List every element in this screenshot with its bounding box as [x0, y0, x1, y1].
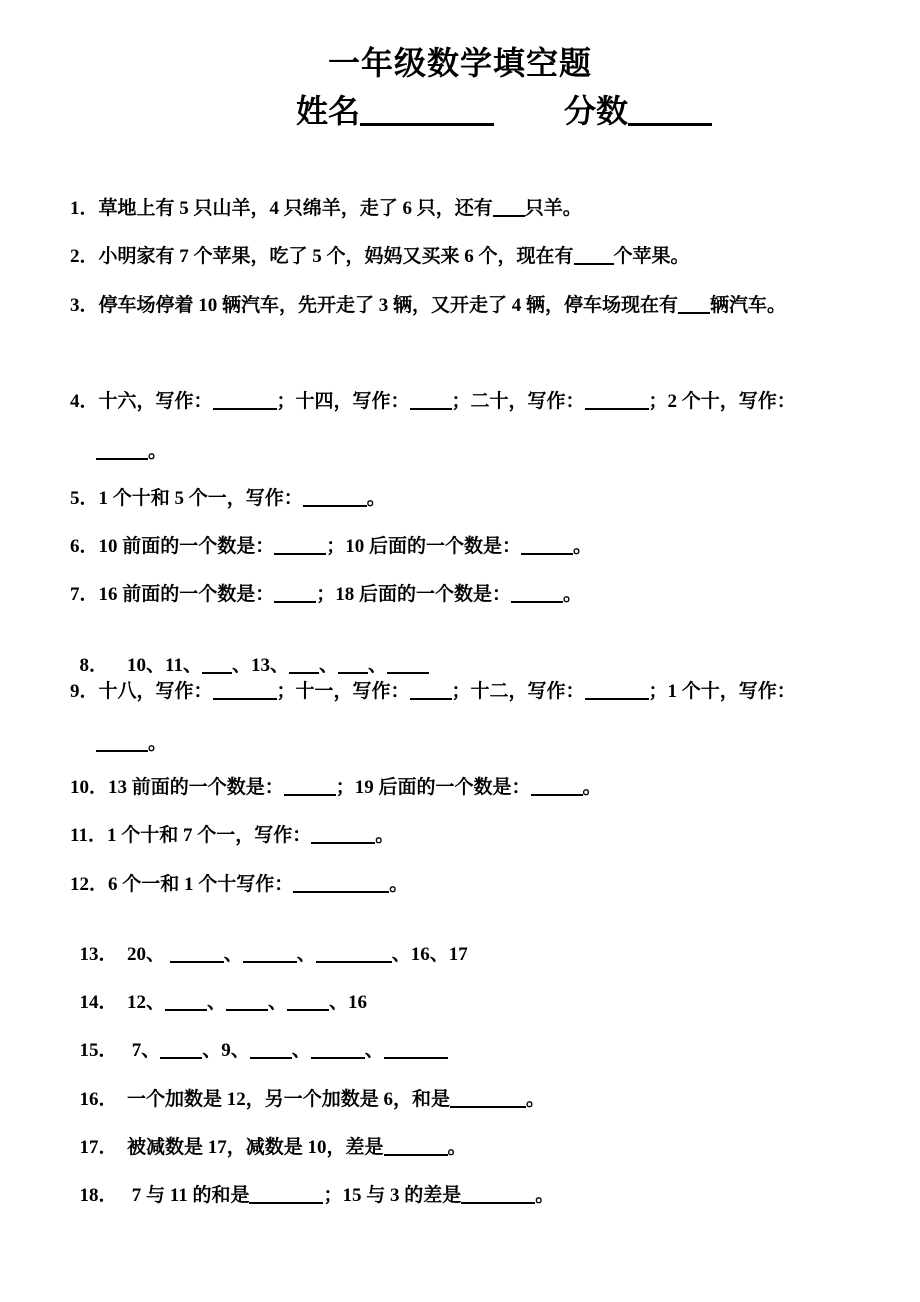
- answer-blank[interactable]: [461, 1184, 535, 1204]
- answer-blank[interactable]: [574, 245, 614, 265]
- answer-blank[interactable]: [96, 440, 148, 460]
- score-blank[interactable]: [628, 93, 712, 126]
- question-8: 8． 10、11、 、13、 、 、: [70, 628, 429, 677]
- answer-blank[interactable]: [303, 487, 367, 507]
- question-18: 18． 7 与 11 的和是 ；15 与 3 的差是 。: [79, 1185, 555, 1206]
- answer-blank[interactable]: [293, 873, 389, 893]
- answer-blank[interactable]: [311, 824, 375, 844]
- answer-blank[interactable]: [170, 943, 224, 963]
- answer-blank[interactable]: [289, 654, 319, 674]
- question-12: 12．6 个一和 1 个十写作： 。: [70, 874, 409, 895]
- question-17: 17． 被减数是 17，减数是 10，差是 。: [79, 1137, 467, 1158]
- question-13: 13． 20、 、 、 、16、17: [79, 944, 468, 965]
- question-4: 4．十六，写作： ；十四，写作： ；二十，写作： ；2 个十，写作：: [70, 391, 796, 412]
- question-10: 10．13 前面的一个数是： ；19 后面的一个数是： 。: [70, 777, 602, 798]
- question-2: 2．小明家有 7 个苹果，吃了 5 个，妈妈又买来 6 个，现在有 个苹果。: [70, 246, 690, 267]
- answer-blank[interactable]: [160, 1039, 202, 1059]
- name-blank[interactable]: [360, 93, 494, 126]
- answer-blank[interactable]: [678, 294, 710, 314]
- question-1: 1．草地上有 5 只山羊，4 只绵羊，走了 6 只，还有 只羊。: [70, 198, 582, 219]
- answer-blank[interactable]: [531, 776, 583, 796]
- answer-blank[interactable]: [311, 1039, 365, 1059]
- answer-blank[interactable]: [202, 654, 232, 674]
- score-label: 分数: [564, 93, 629, 129]
- answer-blank[interactable]: [287, 991, 329, 1011]
- answer-blank[interactable]: [450, 1088, 526, 1108]
- answer-blank[interactable]: [387, 654, 429, 674]
- answer-blank[interactable]: [226, 991, 268, 1011]
- question-11: 11．1 个十和 7 个一，写作： 。: [70, 825, 395, 846]
- name-label: 姓名: [296, 93, 361, 129]
- answer-blank[interactable]: [410, 390, 452, 410]
- question-16: 16． 一个加数是 12，另一个加数是 6，和是 。: [79, 1089, 546, 1110]
- answer-blank[interactable]: [213, 680, 277, 700]
- answer-blank[interactable]: [511, 583, 563, 603]
- answer-blank[interactable]: [384, 1039, 448, 1059]
- answer-blank[interactable]: [243, 943, 297, 963]
- question-5: 5．1 个十和 5 个一，写作： 。: [70, 488, 386, 509]
- question-9: 9．十八，写作： ；十一，写作： ；十二，写作： ；1 个十，写作：: [70, 681, 796, 702]
- answer-blank[interactable]: [338, 654, 368, 674]
- answer-blank[interactable]: [274, 583, 316, 603]
- question-9-cont: 。: [96, 728, 167, 755]
- answer-blank[interactable]: [96, 732, 148, 752]
- question-15: 15． 7、 、9、 、 、: [70, 1013, 448, 1062]
- question-7: 7．16 前面的一个数是： ；18 后面的一个数是： 。: [70, 584, 583, 605]
- question-14: 14． 12、 、 、 、16: [79, 992, 368, 1013]
- answer-blank[interactable]: [585, 390, 649, 410]
- answer-blank[interactable]: [274, 535, 326, 555]
- answer-blank[interactable]: [493, 197, 525, 217]
- answer-blank[interactable]: [384, 1136, 448, 1156]
- page-title: 一年级数学填空题: [327, 45, 592, 81]
- answer-blank[interactable]: [410, 680, 452, 700]
- answer-blank[interactable]: [249, 1184, 323, 1204]
- answer-blank[interactable]: [521, 535, 573, 555]
- question-6: 6．10 前面的一个数是： ；10 后面的一个数是： 。: [70, 536, 593, 557]
- answer-blank[interactable]: [585, 680, 649, 700]
- answer-blank[interactable]: [284, 776, 336, 796]
- answer-blank[interactable]: [316, 943, 392, 963]
- name-score-line: [296, 86, 712, 132]
- answer-blank[interactable]: [165, 991, 207, 1011]
- question-3: 3．停车场停着 10 辆汽车，先开走了 3 辆，又开走了 4 辆，停车场现在有 辆汽车。: [70, 295, 787, 316]
- question-4-cont: 。: [96, 436, 167, 463]
- answer-blank[interactable]: [213, 390, 277, 410]
- answer-blank[interactable]: [250, 1039, 292, 1059]
